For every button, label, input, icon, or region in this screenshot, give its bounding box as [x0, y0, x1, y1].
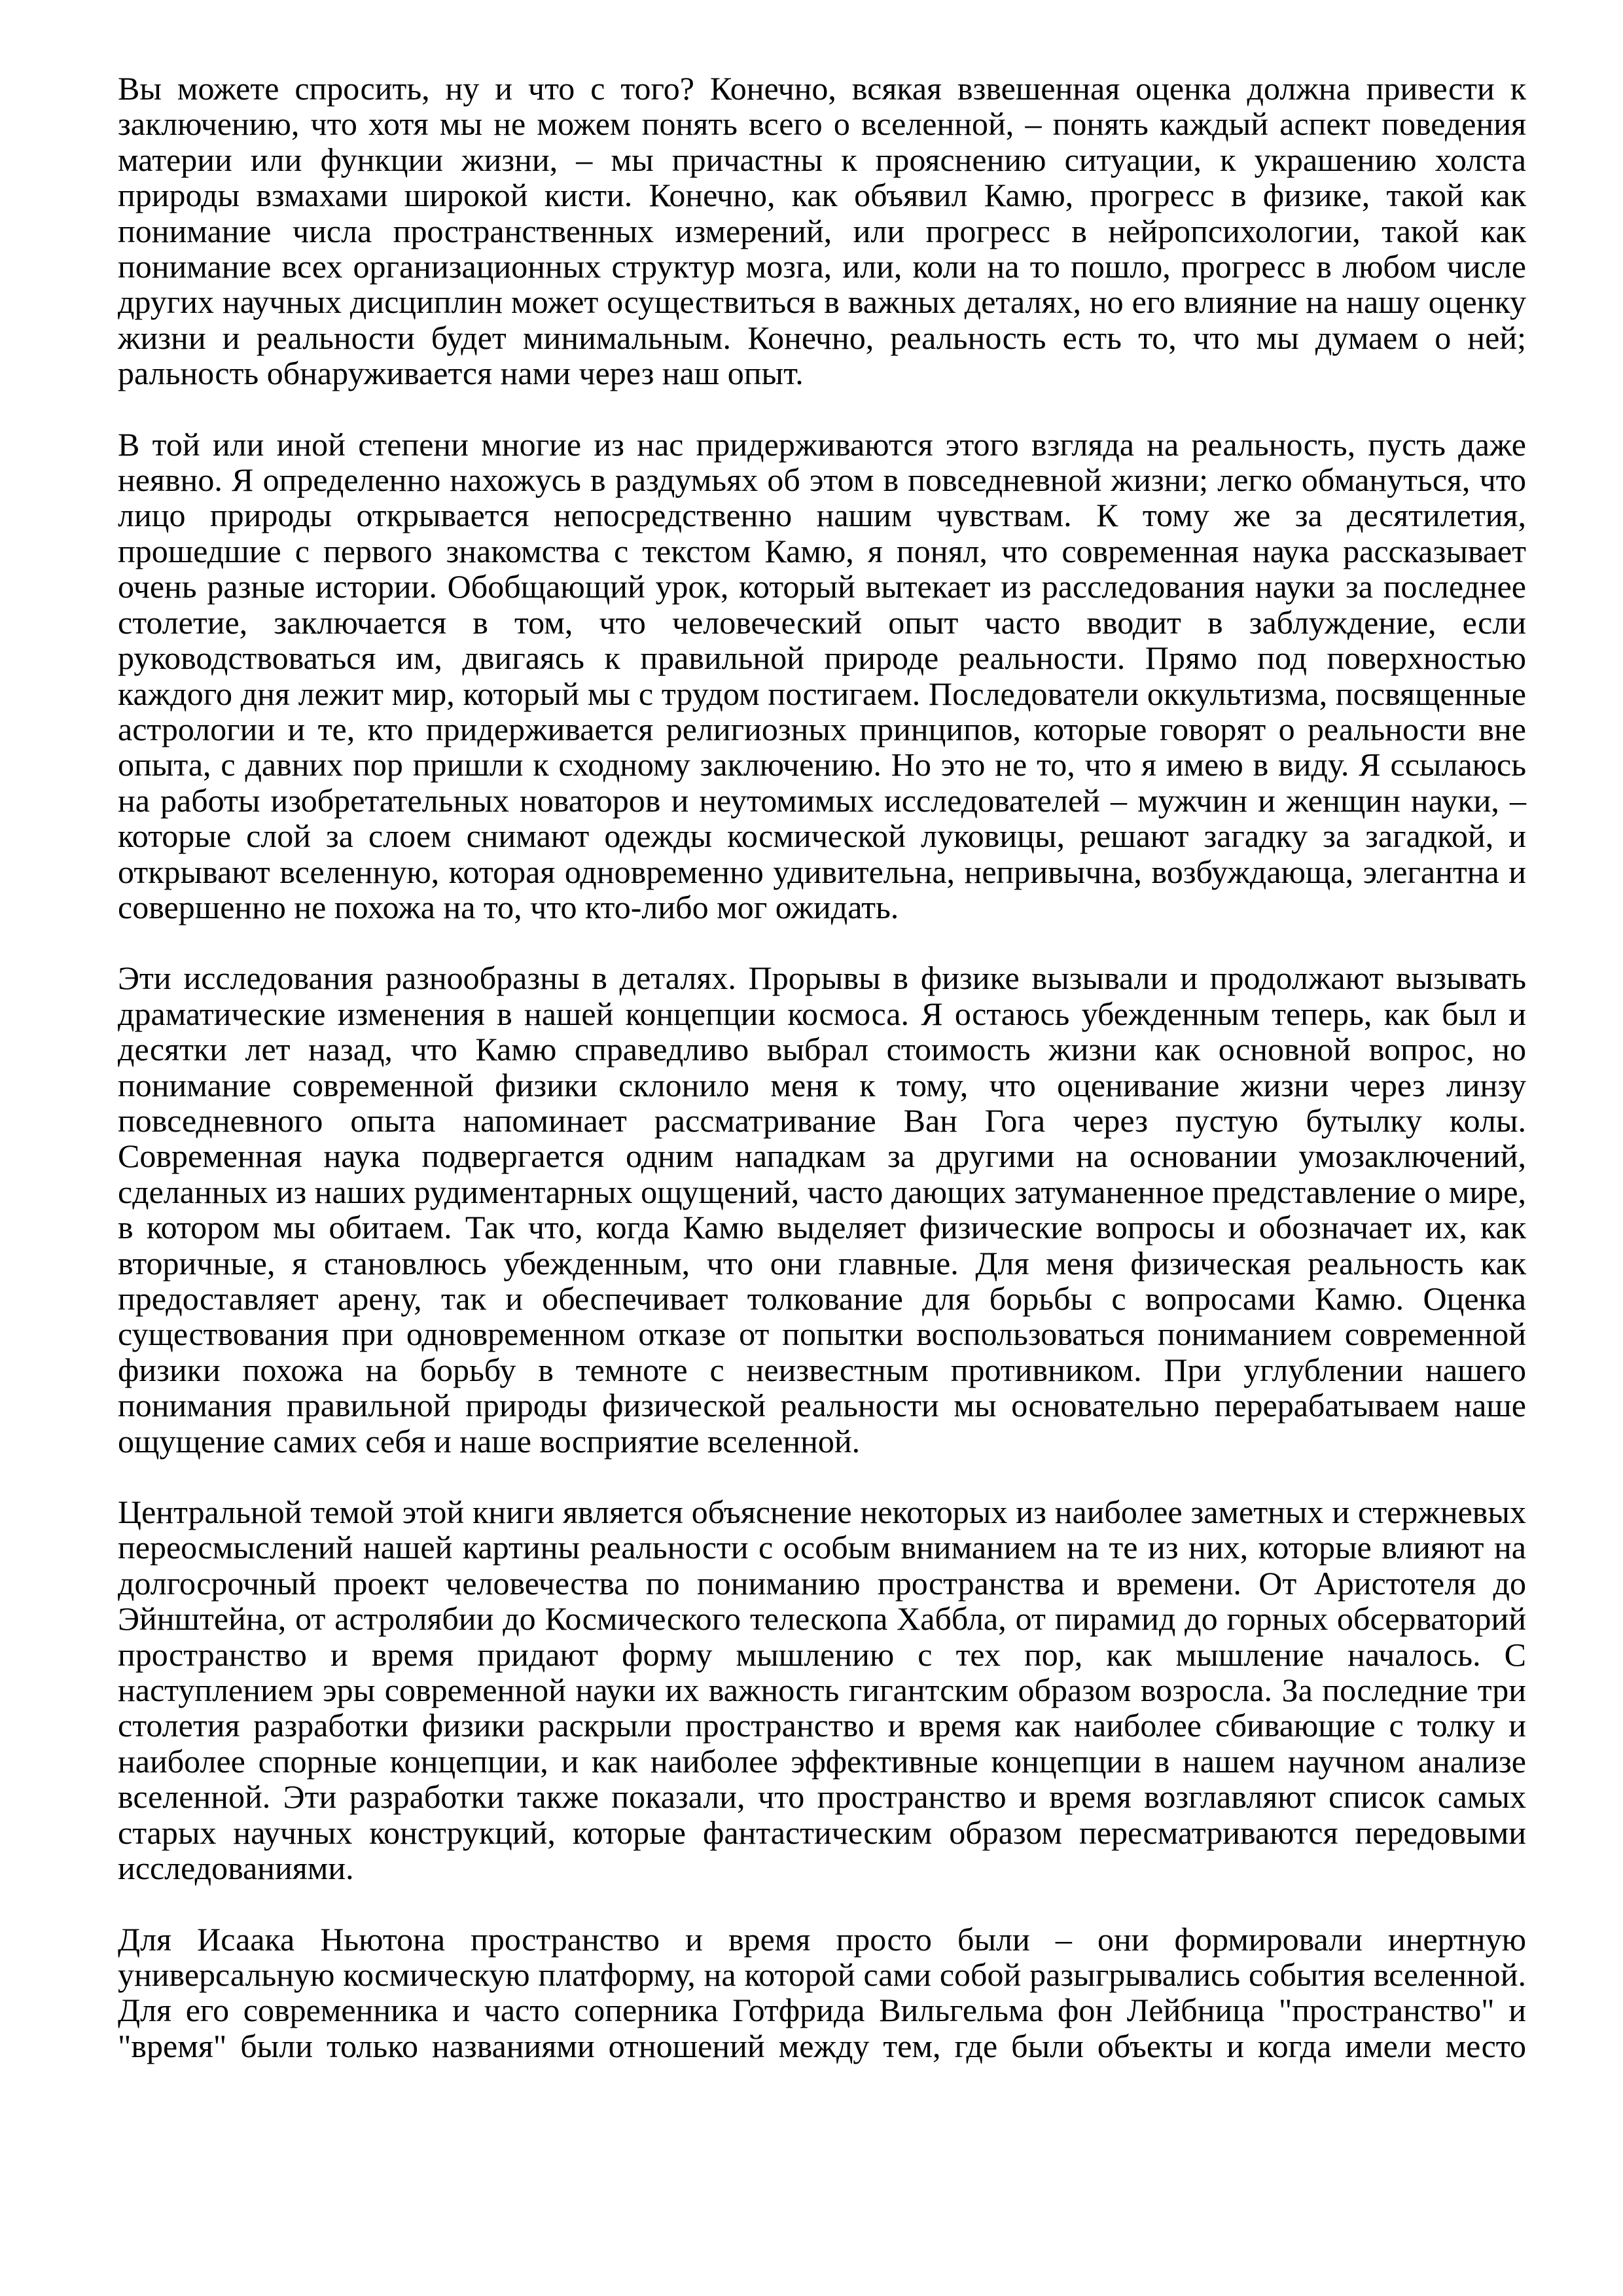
paragraph-4: Центральной темой этой книги является объяснение некоторых из наиболее заметных и стержневых переосмыслений нашей картины реальности с особым вниманием на те из них, которые влияют на долгосрочный проект человечества по пониманию пространства и времени. От Аристотеля до Эйнштейна, от астролябии до Космического телескопа Хаббла, от пирамид до горных обсерваторий пространство и время придают форму мышлению с тех пор, как мышление началось. С наступлением эры современной науки их важность гигантским образом возросла. За последние три столетия разработки физики раскрыли пространство и время как наиболее сбивающие с толку и наиболее спорные концепции, и как наиболее эффективные концепции в нашем научном анализе вселенной. Эти разработки также показали, что пространство и время возглавляют список самых старых научных конструкций, которые фантастическим образом пересматриваются передовыми исследованиями. — [118, 1494, 1526, 1887]
paragraph-3: Эти исследования разнообразны в деталях. Прорывы в физике вызывали и продолжают вызывать драматические изменения в нашей концепции космоса. Я остаюсь убежденным теперь, как был и десятки лет назад, что Камю справедливо выбрал стоимость жизни как основной вопрос, но понимание современной физики склонило меня к тому, что оценивание жизни через линзу повседневного опыта напоминает рассматривание Ван Гога через пустую бутылку колы. Современная наука подвергается одним нападкам за другими на основании умозаключений, сделанных из наших рудиментарных ощущений, часто дающих затуманенное представление о мире, в котором мы обитаем. Так что, когда Камю выделяет физические вопросы и обозначает их, как вторичные, я становлюсь убежденным, что они главные. Для меня физическая реальность как предоставляет арену, так и обеспечивает толкование для борьбы с вопросами Камю. Оценка существования при одновременном отказе от попытки воспользоваться пониманием современной физики похожа на борьбу в темноте с неизвестным противником. При углублении нашего понимания правильной природы физической реальности мы основательно перерабатываем наше ощущение самих себя и наше восприятие вселенной. — [118, 960, 1526, 1460]
document-page — [118, 71, 1526, 2064]
paragraph-5: Для Исаака Ньютона пространство и время просто были – они формировали инертную универсальную космическую платформу, на которой сами собой разыгрывались события вселенной. Для его современника и часто соперника Готфрида Вильгельма фон Лейбница "пространство" и "время" были только названиями отношений между тем, где были объекты и когда имели место — [118, 1920, 1526, 2064]
paragraph-1: Вы можете спросить, ну и что с того? Конечно, всякая взвешенная оценка должна привести к заключению, что хотя мы не можем понять всего о вселенной, – понять каждый аспект поведения материи или функции жизни, – мы причастны к прояснению ситуации, к украшению холста природы взмахами широкой кисти. Конечно, как объявил Камю, прогресс в физике, такой как понимание числа пространственных измерений, или прогресс в нейропсихологии, такой как понимание всех организационных структур мозга, или, коли на то пошло, прогресс в любом числе других научных дисциплин может осуществиться в важных деталях, но его влияние на нашу оценку жизни и реальности будет минимальным. Конечно, реальность есть то, что мы думаем о ней; ральность обнаруживается нами через наш опыт. — [118, 70, 1526, 392]
paragraph-2: В той или иной степени многие из нас придерживаются этого взгляда на реальность, пусть даже неявно. Я определенно нахожусь в раздумьях об этом в повседневной жизни; легко обмануться, что лицо природы открывается непосредственно нашим чувствам. К тому же за десятилетия, прошедшие с первого знакомства с текстом Камю, я понял, что современная наука рассказывает очень разные истории. Обобщающий урок, который вытекает из расследования науки за последнее столетие, заключается в том, что человеческий опыт часто вводит в заблуждение, если руководствоваться им, двигаясь к правильной природе реальности. Прямо под поверхностью каждого дня лежит мир, который мы с трудом постигаем. Последователи оккультизма, посвященные астрологии и те, кто придерживается религиозных принципов, которые говорят о реальности вне опыта, с давних пор пришли к сходному заключению. Но это не то, что я имею в виду. Я ссылаюсь на работы изобретательных новаторов и неутомимых исследователей – мужчин и женщин науки, – которые слой за слоем снимают одежды космической луковицы, решают загадку за загадкой, и открывают вселенную, которая одновременно удивительна, непривычна, возбуждающа, элегантна и совершенно не похожа на то, что кто-либо мог ожидать. — [118, 425, 1526, 925]
